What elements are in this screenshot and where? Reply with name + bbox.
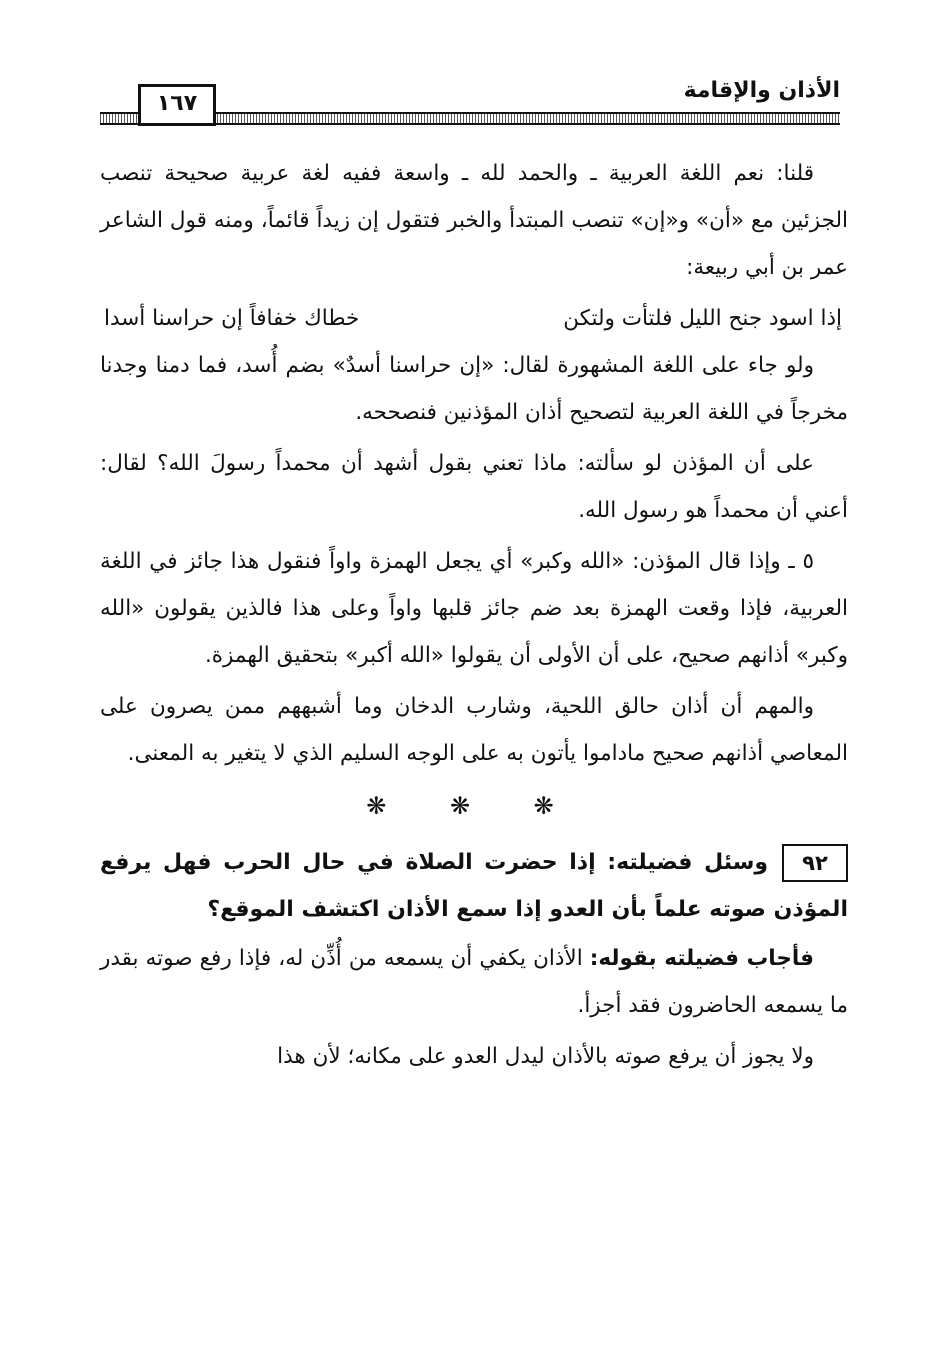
running-title: الأذان والإقامة <box>683 78 840 103</box>
paragraph-1: قلنا: نعم اللغة العربية ـ والحمد لله ـ واسعة ففيه لغة عربية صحيحة تنصب الجزئين مع «أن» و«إن» تنصب المبتدأ والخبر فتقول إن زيداً قائماً، ومنه قول الشاعر عمر بن أبي ربيعة: <box>100 161 848 280</box>
answer-text: الأذان يكفي أن يسمعه من أُذِّن له، فإذا رفع صوته بقدر ما يسمعه الحاضرون فقد أجزأ. <box>100 946 848 1018</box>
page-body <box>100 150 848 1084</box>
question-block <box>100 839 848 933</box>
answer-paragraph-2: ولا يجوز أن يرفع صوته بالأذان ليدل العدو على مكانه؛ لأن هذا <box>277 1044 814 1069</box>
verse-second-hemistich: خطاك خفافاً إن حراسنا أسدا <box>104 306 360 331</box>
page-number: ١٦٧ <box>138 84 216 126</box>
answer-paragraph-1 <box>100 935 848 1029</box>
page-header <box>100 72 840 128</box>
paragraph-5: والمهم أن أذان حالق اللحية، وشارب الدخان وما أشبههم ممن يصرون على المعاصي أذانهم صحيح ماداموا يأتون به على الوجه السليم الذي لا يتغير به المعنى. <box>100 694 848 766</box>
question-text: وسئل فضيلته: إذا حضرت الصلاة في حال الحرب فهل يرفع المؤذن صوته علماً بأن العدو إذا سمع الأذان اكتشف الموقع؟ <box>100 850 848 922</box>
question-number: ٩٢ <box>782 844 848 882</box>
paragraph-3: على أن المؤذن لو سألته: ماذا تعني بقول أشهد أن محمداً رسولَ الله؟ لقال: أعني أن محمداً هو رسول الله. <box>100 451 848 523</box>
verse-first-hemistich: إذا اسود جنح الليل فلتأت ولتكن <box>563 306 842 331</box>
section-separator: ❋ ❋ ❋ <box>366 792 582 820</box>
paragraph-4: ٥ ـ وإذا قال المؤذن: «الله وكبر» أي يجعل الهمزة واواً فنقول هذا جائز في اللغة العربية، فإذا وقعت الهمزة بعد ضم جائز قلبها واواً وعلى هذا فالذين يقولون «الله وكبر» أذانهم صحيح، على أن الأولى أن يقولوا «الله أكبر» بتحقيق الهمزة. <box>100 549 848 668</box>
poetry-verse <box>100 295 848 342</box>
answer-lead: فأجاب فضيلته بقوله: <box>589 946 814 971</box>
paragraph-2: ولو جاء على اللغة المشهورة لقال: «إن حراسنا أسدٌ» بضم أُسد، فما دمنا وجدنا مخرجاً في اللغة العربية لتصحيح أذان المؤذنين فنصححه. <box>100 353 848 425</box>
